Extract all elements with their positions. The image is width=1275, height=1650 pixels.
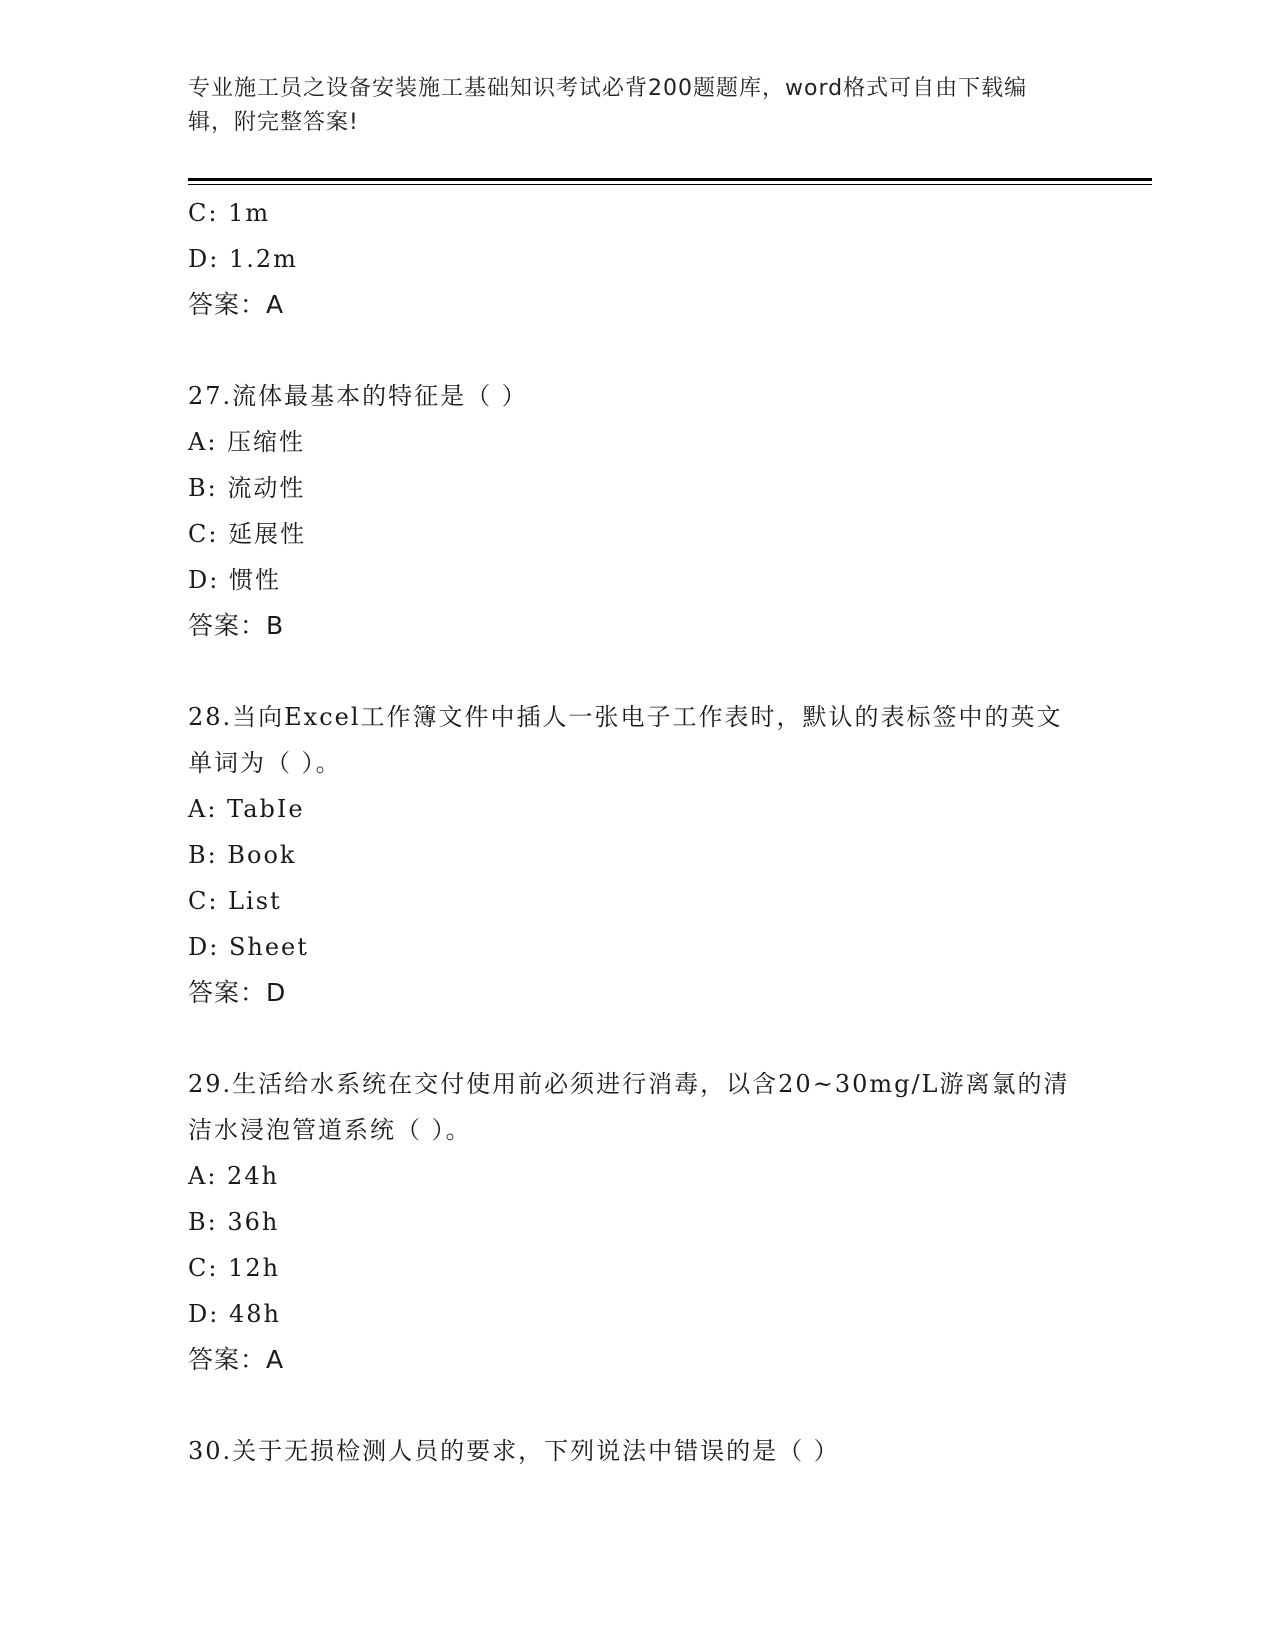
option-a: A: 24h	[188, 1162, 280, 1190]
option-c: C: 延展性	[188, 520, 307, 548]
option-a: A: 压缩性	[188, 428, 306, 456]
spacer	[188, 1383, 1088, 1428]
option-d: D: Sheet	[188, 933, 309, 961]
option-c: C: List	[188, 887, 282, 915]
answer: 答案：B	[188, 611, 285, 640]
option-d: D: 惯性	[188, 566, 281, 594]
header-divider-thin	[188, 184, 1152, 185]
question-28	[188, 694, 1088, 1016]
option-b: B: Book	[188, 841, 297, 869]
document-body	[188, 190, 1088, 1474]
question-text: 29.生活给水系统在交付使用前必须进行消毒，以含20~30mg/L游离氯的清洁水浸泡管道系统（ ）。	[188, 1070, 1070, 1144]
answer: 答案：A	[188, 290, 285, 319]
header-divider-thick	[188, 178, 1152, 181]
question-text: 30.关于无损检测人员的要求，下列说法中错误的是（ ）	[188, 1437, 840, 1465]
spacer	[188, 1016, 1088, 1061]
option-b: B: 流动性	[188, 474, 306, 502]
question-27	[188, 373, 1088, 649]
header-title: 专业施工员之设备安装施工基础知识考试必背200题题库，word格式可自由下载编辑，附完整答案!	[188, 76, 1028, 135]
answer: 答案：D	[188, 978, 287, 1007]
spacer	[188, 328, 1088, 373]
option-c: C: 1m	[188, 199, 271, 227]
option-c: C: 12h	[188, 1254, 281, 1282]
option-d: D: 48h	[188, 1300, 281, 1328]
spacer	[188, 649, 1088, 694]
question-fragment	[188, 190, 1088, 328]
document-header	[188, 72, 1068, 140]
question-text: 28.当向Excel工作簿文件中插人一张电子工作表时，默认的表标签中的英文单词为（ ）。	[188, 703, 1063, 777]
answer: 答案：A	[188, 1345, 285, 1374]
option-b: B: 36h	[188, 1208, 280, 1236]
option-a: A: TabIe	[188, 795, 305, 823]
question-text: 27.流体最基本的特征是（ ）	[188, 382, 528, 410]
question-30	[188, 1428, 1088, 1474]
option-d: D: 1.2m	[188, 245, 298, 273]
question-29	[188, 1061, 1088, 1383]
